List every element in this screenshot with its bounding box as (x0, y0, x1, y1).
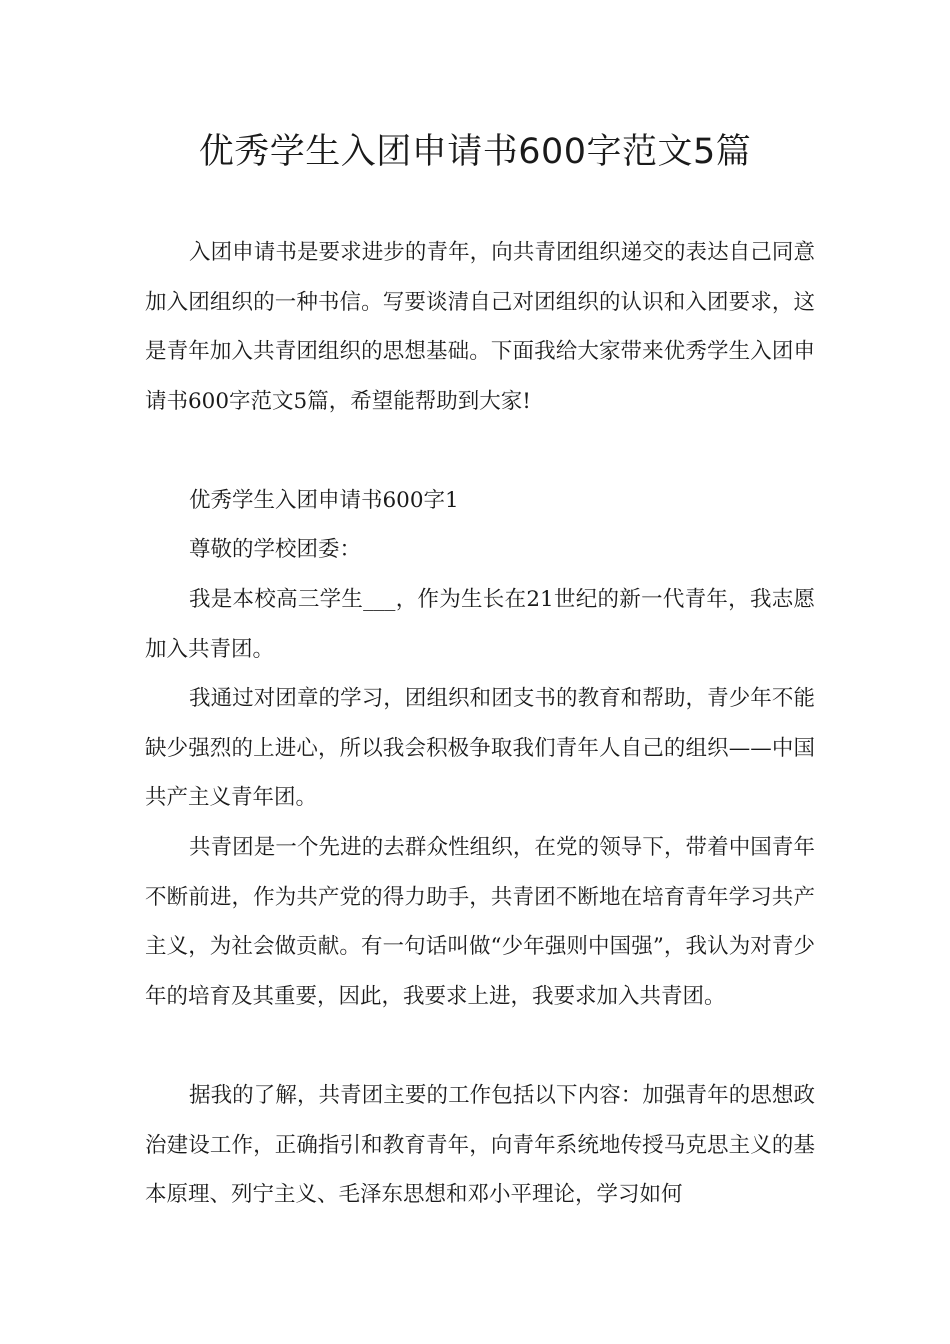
document-title: 优秀学生入团申请书600字范文5篇 (198, 132, 752, 172)
section-heading: 优秀学生入团申请书600字1 (189, 488, 459, 513)
intro-paragraph: 入团申请书是要求进步的青年，向共青团组织递交的表达自己同意加入团组织的一种书信。写要谈清自己对团组织的认识和入团要求，这是青年加入共青团组织的思想基础。下面我给大家带来优秀学生入团申请书600字范文5篇，希望能帮助到大家! (145, 240, 815, 414)
salutation: 尊敬的学校团委： (189, 537, 362, 562)
body-paragraph: 据我的了解，共青团主要的工作包括以下内容：加强青年的思想政治建设工作，正确指引和教育青年，向青年系统地传授马克思主义的基本原理、列宁主义、毛泽东思想和邓小平理论，学习如何 (145, 1083, 815, 1207)
body-paragraph: 我是本校高三学生___，作为生长在21世纪的新一代青年，我志愿加入共青团。 (145, 587, 815, 662)
body-paragraph: 我通过对团章的学习，团组织和团支书的教育和帮助，青少年不能缺少强烈的上进心，所以我会积极争取我们青年人自己的组织——中国共产主义青年团。 (145, 686, 815, 810)
body-paragraph: 共青团是一个先进的去群众性组织，在党的领导下，带着中国青年不断前进，作为共产党的得力助手，共青团不断地在培育青年学习共产主义，为社会做贡献。有一句话叫做“少年强则中国强”，我认为对青少年的培育及其重要，因此，我要求上进，我要求加入共青团。 (145, 835, 815, 1009)
